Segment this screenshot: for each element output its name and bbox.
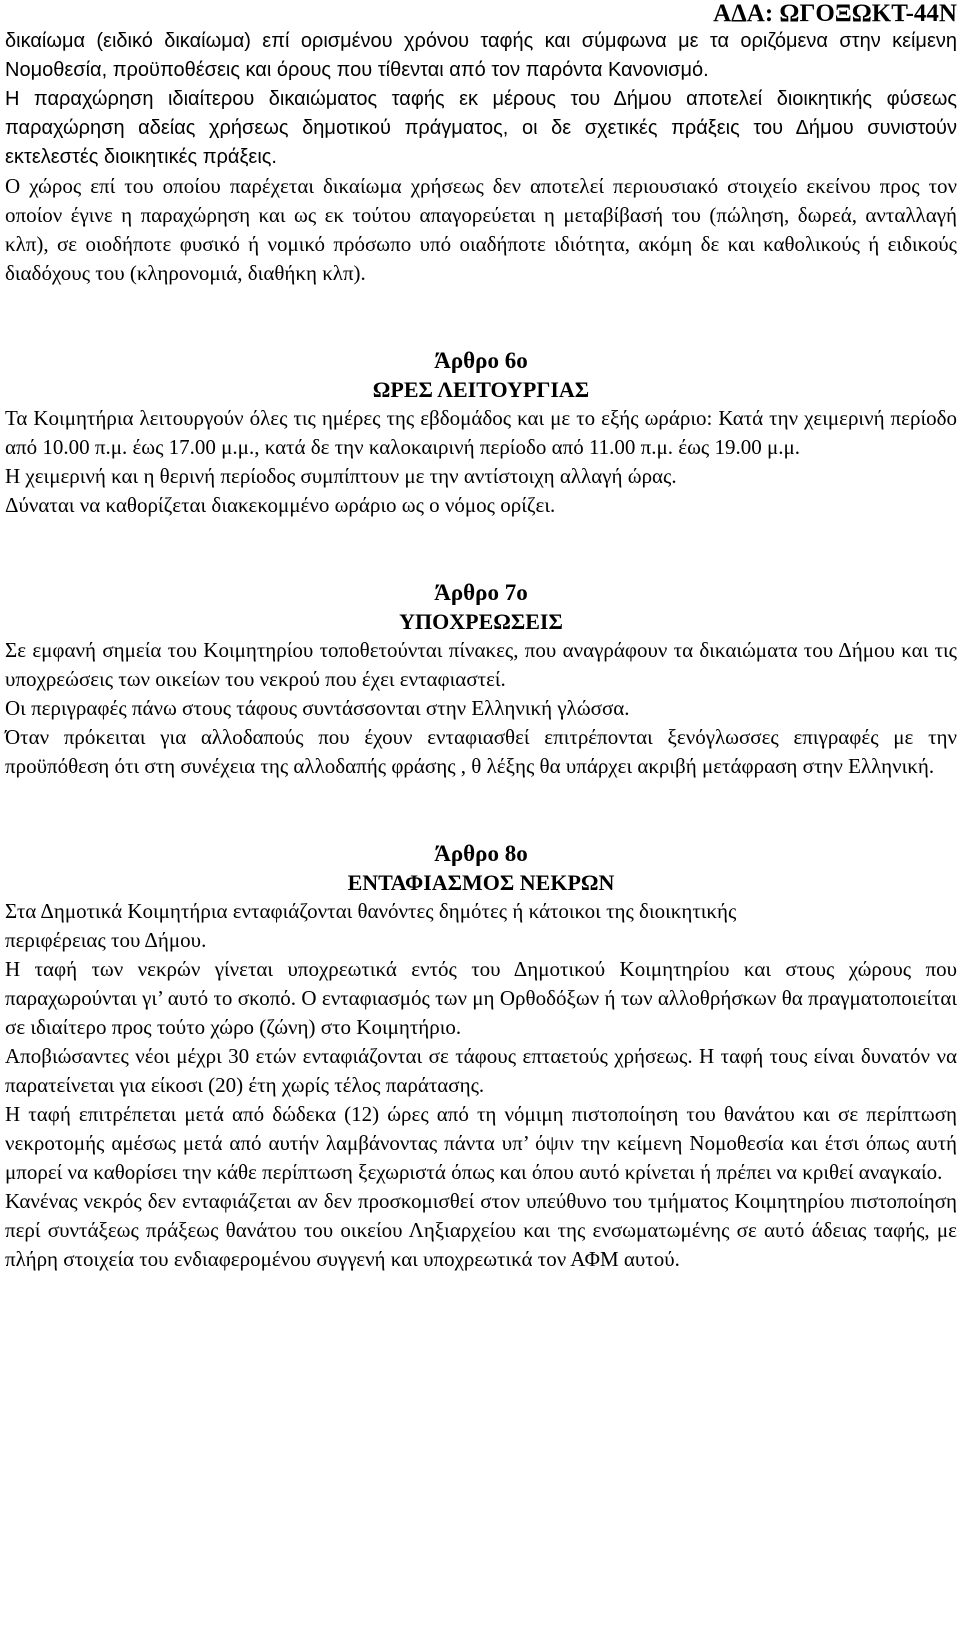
article-6-number: Άρθρο 6ο [434,348,528,373]
intro-paragraph-3: Ο χώρος επί του οποίου παρέχεται δικαίωμα χρήσεως δεν αποτελεί περιουσιακό στοιχείο εκείνου προς τον οποίον έγινε η παραχώρηση και ως εκ τούτου απαγορεύεται η μεταβίβασή του (πώληση, δωρεά, ανταλλαγή κλπ), σε οιοδήποτε φυσικό ή νομικό πρόσωπο υπό οιαδήποτε ιδιότητα, ακόμη δε και καθολικούς ή ειδικούς διαδόχους του (κληρονομιά, διαθήκη κλπ). [5,174,957,285]
article-8-paragraph-3: Η ταφή των νεκρών γίνεται υποχρεωτικά εντός του Δημοτικού Κοιμητηρίου και στους χώρους που παραχωρούνται γι’ αυτό το σκοπό. Ο ενταφιασμός των μη Ορθοδόξων ή των αλλοθρήσκων θα πραγματοποιείται σε ιδιαίτερο προς τούτο χώρο (ζώνη) στο Κοιμητήριο. [5,957,957,1039]
article-7-title: ΥΠΟΧΡΕΩΣΕΙΣ [399,609,563,634]
intro-paragraph-1: δικαίωμα (ειδικό δικαίωμα) επί ορισμένου χρόνου ταφής και σύμφωνα με τα οριζόμενα στην κείμενη Νομοθεσία, προϋποθέσεις και όρους που τίθενται από τον παρόντα Κανονισμό. [5,30,957,81]
article-8-paragraph-6: Κανένας νεκρός δεν ενταφιάζεται αν δεν προσκομισθεί στον υπεύθυνο του τμήματος Κοιμητηρίου πιστοποίηση περί συντάξεως πράξεως θανάτου του οικείου Ληξιαρχείου και της ενσωματωμένης σε αυτό άδειας ταφής, με πλήρη στοιχεία του ενδιαφερομένου συγγενή και υποχρεωτικά τον ΑΦΜ αυτού. [5,1189,957,1271]
ada-code-header: ΑΔΑ: ΩΓΟΞΩΚΤ-44Ν [713,0,957,27]
section-spacer [5,781,957,839]
intro-paragraph-2: Η παραχώρηση ιδιαίτερου δικαιώματος ταφής εκ μέρους του Δήμου αποτελεί διοικητικής φύσεως παραχώρηση αδείας χρήσεως δημοτικού πράγματος, οι δε σχετικές πράξεις του Δήμου συνιστούν εκτελεστές διοικητικές πράξεις. [5,88,957,168]
article-6-paragraph-3: Δύναται να καθορίζεται διακεκομμένο ωράριο ως ο νόμος ορίζει. [5,493,556,517]
article-6-title: ΩΡΕΣ ΛΕΙΤΟΥΡΓΙΑΣ [372,377,590,402]
article-8-paragraph-4: Αποβιώσαντες νέοι μέχρι 30 ετών ενταφιάζονται σε τάφους επταετούς χρήσεως. Η ταφή τους είναι δυνατόν να παρατείνεται για είκοσι (20) έτη χωρίς τέλος παράτασης. [5,1044,957,1097]
article-8-paragraph-2: περιφέρειας του Δήμου. [5,928,207,952]
article-8-title: ΕΝΤΑΦΙΑΣΜΟΣ ΝΕΚΡΩΝ [347,870,615,895]
article-8-paragraph-5: Η ταφή επιτρέπεται μετά από δώδεκα (12) ώρες από τη νόμιμη πιστοποίηση του θανάτου και σε περίπτωση νεκροτομής αμέσως μετά από αυτήν λαμβάνοντας πάντα υπ’ όψιν την κείμενη Νομοθεσία και έτσι όπως αυτή μπορεί να καθορίσει την κάθε περίπτωση ξεχωριστά όπως και όπου αυτό κρίνεται ή πρέπει να κριθεί αναγκαίο. [5,1102,957,1184]
article-8-paragraph-1: Στα Δημοτικά Κοιμητήρια ενταφιάζονται θανόντες δημότες ή κάτοικοι της διοικητικής [5,899,737,923]
article-6-paragraph-2: Η χειμερινή και η θερινή περίοδος συμπίπτουν με την αντίστοιχη αλλαγή ώρας. [5,464,677,488]
article-7-number: Άρθρο 7ο [434,580,528,605]
article-7-paragraph-2: Οι περιγραφές πάνω στους τάφους συντάσσονται στην Ελληνική γλώσσα. [5,696,630,720]
article-8-number: Άρθρο 8ο [434,841,528,866]
article-6-paragraph-1: Τα Κοιμητήρια λειτουργούν όλες τις ημέρες της εβδομάδος και με το εξής ωράριο: Κατά την χειμερινή περίοδο από 10.00 π.μ. έως 17.00 μ.μ., κατά δε την καλοκαιρινή περίοδο από 11.00 π.μ. έως 19.00 μ.μ. [5,406,957,459]
section-spacer [5,288,957,346]
document-page [5,0,957,1274]
article-7-paragraph-3: Όταν πρόκειται για αλλοδαπούς που έχουν ενταφιασθεί επιτρέπονται ξενόγλωσσες επιγραφές με την προϋπόθεση ότι στη συνέχεια της αλλοδαπής φράσης , θ λέξης θα υπάρχει ακριβή μετάφραση στην Ελληνική. [5,725,957,778]
section-spacer [5,520,957,578]
article-7-paragraph-1: Σε εμφανή σημεία του Κοιμητηρίου τοποθετούνται πίνακες, που αναγράφουν τα δικαιώματα του Δήμου και τις υποχρεώσεις των οικείων του νεκρού που έχει ενταφιαστεί. [5,638,957,691]
